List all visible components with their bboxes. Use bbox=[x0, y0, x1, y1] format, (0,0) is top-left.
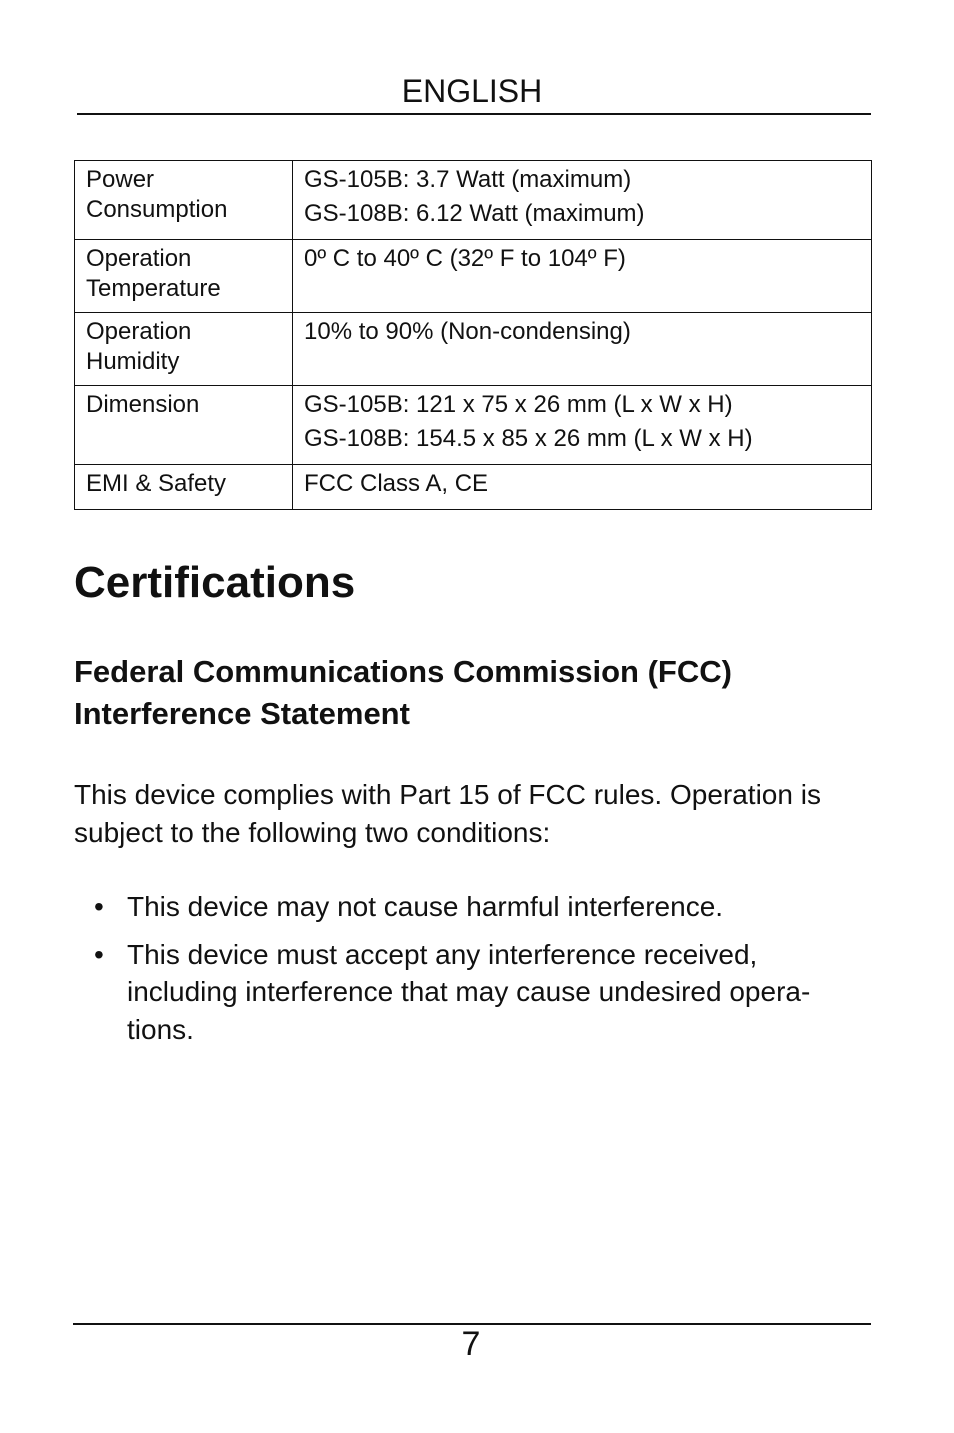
spec-value-line: GS-108B: 154.5 x 85 x 26 mm (L x W x H) bbox=[304, 425, 753, 452]
specifications-table bbox=[74, 160, 872, 510]
fcc-conditions-list bbox=[74, 888, 874, 1058]
spec-label-operation-temperature: Operation Temperature bbox=[75, 240, 293, 313]
spec-value-operation-humidity bbox=[293, 313, 872, 386]
fcc-statement-heading: Federal Communications Commission (FCC) Interference Statement bbox=[74, 654, 732, 731]
spec-value-line: GS-105B: 3.7 Watt (maximum) bbox=[304, 166, 632, 193]
spec-label-emi-safety: EMI & Safety bbox=[75, 465, 293, 510]
table-row bbox=[75, 161, 872, 240]
list-item bbox=[74, 888, 874, 926]
spec-value-power-consumption bbox=[293, 161, 872, 240]
fcc-intro-paragraph: This device complies with Part 15 of FCC rules. Operation is subject to the following two conditions: bbox=[74, 779, 821, 848]
list-item bbox=[74, 936, 874, 1049]
certifications-heading: Certifications bbox=[74, 558, 356, 607]
spec-value-line: 10% to 90% (Non-condensing) bbox=[304, 318, 631, 345]
spec-label-dimension: Dimension bbox=[75, 386, 293, 465]
spec-value-dimension bbox=[293, 386, 872, 465]
header-divider bbox=[77, 113, 871, 115]
spec-value-line: 0º C to 40º C (32º F to 104º F) bbox=[304, 245, 626, 272]
spec-value-line: GS-108B: 6.12 Watt (maximum) bbox=[304, 200, 645, 227]
spec-value-line: FCC Class A, CE bbox=[304, 470, 489, 497]
bullet-icon: • bbox=[94, 891, 104, 922]
spec-value-emi-safety bbox=[293, 465, 872, 510]
page-number: 7 bbox=[461, 1325, 481, 1363]
spec-value-line: GS-105B: 121 x 75 x 26 mm (L x W x H) bbox=[304, 391, 733, 418]
table-row bbox=[75, 386, 872, 465]
condition-text: This device may not cause harmful interference. bbox=[127, 891, 724, 922]
bullet-icon: • bbox=[94, 938, 104, 970]
table-row bbox=[75, 240, 872, 313]
table-row bbox=[75, 313, 872, 386]
spec-label-power-consumption: Power Consumption bbox=[75, 161, 293, 240]
condition-text: This device must accept any interference received, including interference that may cause undesired opera- tions. bbox=[127, 938, 811, 1045]
table-row bbox=[75, 465, 872, 510]
spec-value-operation-temperature bbox=[293, 240, 872, 313]
spec-label-operation-humidity: Operation Humidity bbox=[75, 313, 293, 386]
language-header: ENGLISH bbox=[401, 73, 543, 109]
